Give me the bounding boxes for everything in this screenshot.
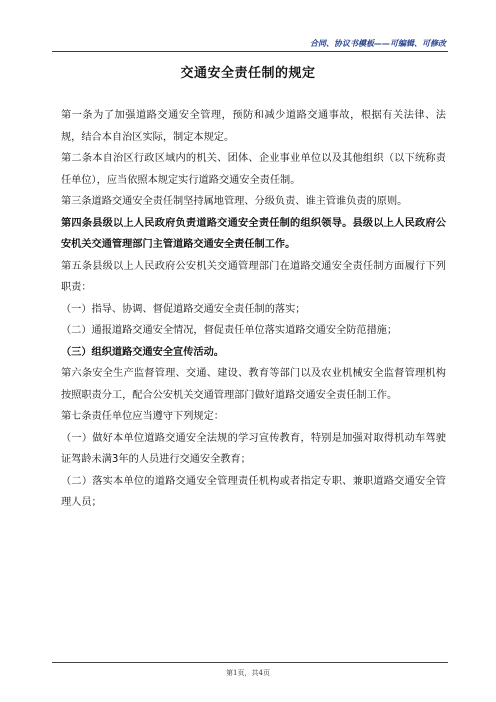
paragraph: 第二条本自治区行政区域内的机关、团体、企业事业单位以及其他组织（以下统称责任单位），应当依照本规定实行道路交通安全责任制。 bbox=[61, 153, 446, 186]
paragraph: 第七条责任单位应当遵守下列规定： bbox=[61, 411, 224, 422]
paragraph: （一）指导、协调、督促道路交通安全责任制的落实； bbox=[61, 303, 306, 315]
document-title: 交通安全责任制的规定 bbox=[180, 66, 316, 81]
document-body bbox=[61, 105, 446, 514]
paragraph: （一）做好本单位道路交通安全法规的学习宣传教育，特别是加强对取得机动车驾驶证驾龄未满3年的人员进行交通安全教育； bbox=[61, 432, 446, 465]
footer-divider bbox=[52, 662, 448, 663]
paragraph: 第三条道路交通安全责任制坚持属地管理、分级负责、谁主管谁负责的原则。 bbox=[61, 196, 408, 207]
header-note: 合同、协议书模板——可编辑、可修改 bbox=[310, 39, 446, 48]
paragraph: （二）落实本单位的道路交通安全管理责任机构或者指定专职、兼职道路交通安全管理人员； bbox=[61, 475, 446, 508]
paragraph: 第五条县级以上人民政府公安机关交通管理部门在道路交通安全责任制方面履行下列职责： bbox=[61, 260, 446, 293]
paragraph: （二）通报道路交通安全情况，督促责任单位落实道路交通安全防范措施； bbox=[61, 325, 398, 336]
paragraph: 第六条安全生产监督管理、交通、建设、教育等部门以及农业机械安全监督管理机构按照职责分工，配合公安机关交通管理部门做好道路交通安全责任制工作。 bbox=[61, 368, 446, 401]
page-number: 第1页，共4页 bbox=[226, 669, 270, 677]
header-divider bbox=[52, 51, 448, 52]
paragraph: 第一条为了加强道路交通安全管理，预防和减少道路交通事故，根据有关法律、法规，结合本自治区实际，制定本规定。 bbox=[61, 110, 446, 143]
paragraph: 第四条县级以上人民政府负责道路交通安全责任制的组织领导。县级以上人民政府公安机关交通管理部门主管道路交通安全责任制工作。 bbox=[61, 217, 446, 250]
paragraph: （三）组织道路交通安全宣传活动。 bbox=[61, 346, 224, 358]
